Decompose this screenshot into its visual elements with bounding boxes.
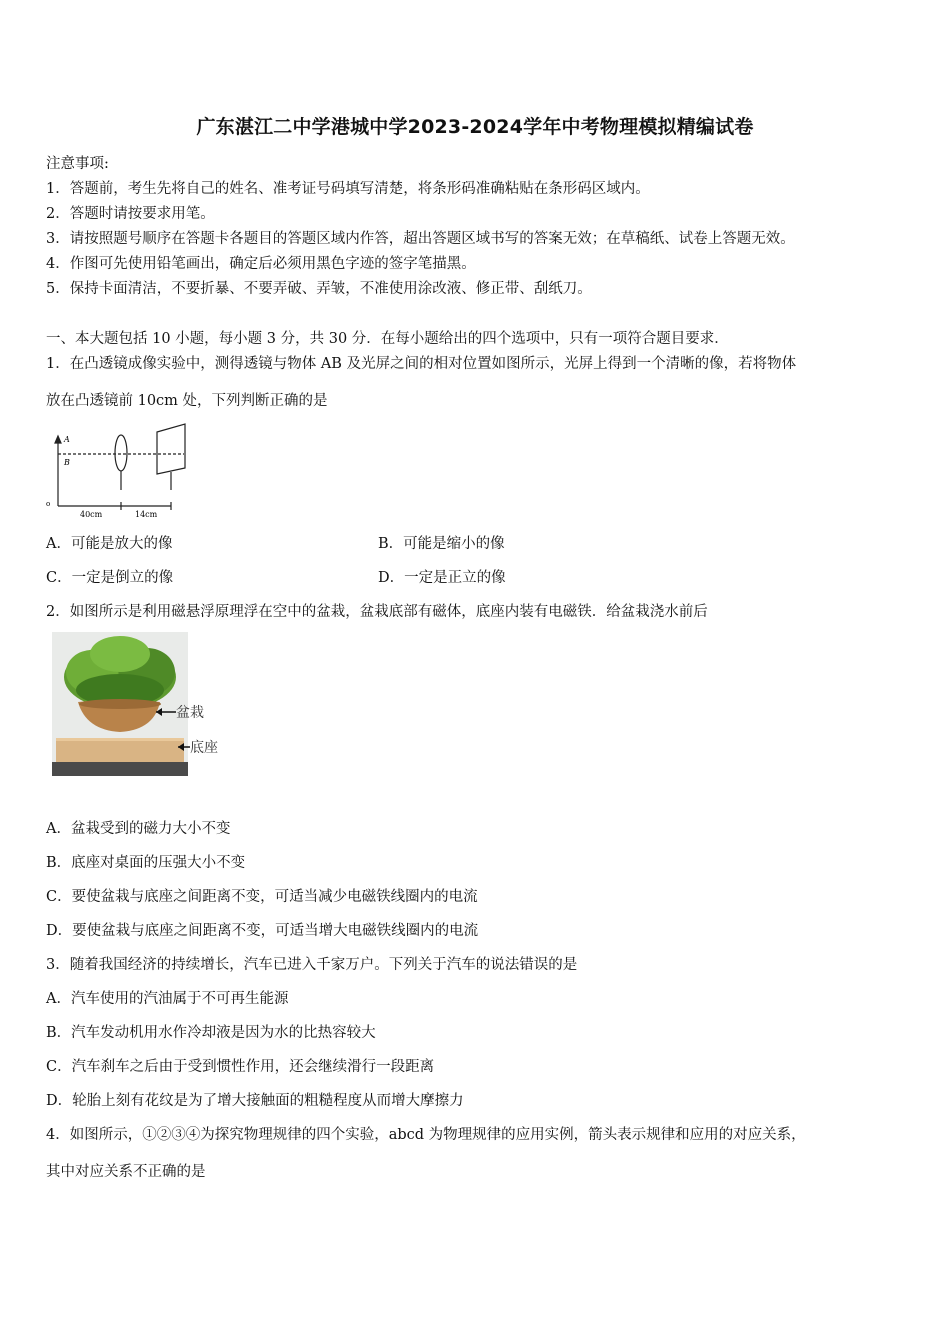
q3-option-b: B．汽车发动机用水作冷却液是因为水的比热容较大 <box>46 1025 376 1041</box>
q3-option-c: C．汽车刹车之后由于受到惯性作用，还会继续滑行一段距离 <box>46 1059 435 1075</box>
label-base: 底座 <box>190 740 218 756</box>
base-top-edge <box>56 738 184 741</box>
section-heading: 一、本大题包括 10 小题，每小题 3 分，共 30 分．在每小题给出的四个选项中，只有一项符合题目要求． <box>46 331 729 347</box>
label-o: o <box>46 500 51 508</box>
convex-lens <box>115 435 127 471</box>
q1-option-d: D．一定是正立的像 <box>378 570 506 586</box>
notice-item: 2．答题时请按要求用笔。 <box>46 206 215 222</box>
q1-option-a: A．可能是放大的像 <box>46 536 173 552</box>
q3-stem: 3．随着我国经济的持续增长，汽车已进入千家万户。下列关于汽车的说法错误的是 <box>46 957 578 973</box>
notice-item: 5．保持卡面清洁，不要折暴、不要弄破、弄皱，不准使用涂改液、修正带、刮纸刀。 <box>46 281 592 297</box>
q2-option-d: D．要使盆栽与底座之间距离不变，可适当增大电磁铁线圈内的电流 <box>46 923 479 939</box>
notice-item: 4．作图可先使用铅笔画出，确定后必须用黑色字迹的签字笔描黑。 <box>46 256 476 272</box>
light-screen <box>157 424 185 474</box>
q2-stem: 2．如图所示是利用磁悬浮原理浮在空中的盆栽，盆栽底部有磁体，底座内装有电磁铁．给盆栽浇水前后 <box>46 604 708 620</box>
maglev-plant-photo <box>52 632 242 778</box>
page-title: 广东湛江二中学港城中学2023-2024学年中考物理模拟精编试卷 <box>196 116 754 138</box>
q4-stem-line1: 4．如图所示，①②③④为探究物理规律的四个实验，abcd 为物理规律的应用实例，箭头表示规律和应用的对应关系， <box>46 1127 806 1143</box>
label-a: A <box>64 435 70 444</box>
q2-option-c: C．要使盆栽与底座之间距离不变，可适当减少电磁铁线圈内的电流 <box>46 889 478 905</box>
q1-stem-line2: 放在凸透镜前 10cm 处，下列判断正确的是 <box>46 393 328 409</box>
q2-option-b: B．底座对桌面的压强大小不变 <box>46 855 246 871</box>
pot-rim <box>79 699 161 709</box>
notice-item: 1．答题前，考生先将自己的姓名、准考证号码填写清楚，将条形码准确粘贴在条形码区域内。 <box>46 181 650 197</box>
q4-stem-line2: 其中对应关系不正确的是 <box>46 1164 206 1180</box>
q3-option-d: D．轮胎上刻有花纹是为了增大接触面的粗糙程度从而增大摩擦力 <box>46 1093 464 1109</box>
q1-option-c: C．一定是倒立的像 <box>46 570 174 586</box>
maglev-base <box>56 738 184 762</box>
label-pot: 盆栽 <box>176 705 204 721</box>
notice-heading: 注意事项: <box>46 156 109 172</box>
q3-option-a: A．汽车使用的汽油属于不可再生能源 <box>46 991 289 1007</box>
lens-diagram <box>44 420 194 520</box>
q2-option-a: A．盆栽受到的磁力大小不变 <box>46 821 231 837</box>
label-b: B <box>64 458 70 467</box>
object-arrow-head <box>55 436 61 443</box>
q1-option-b: B．可能是缩小的像 <box>378 536 505 552</box>
notice-item: 3．请按照题号顺序在答题卡各题目的答题区域内作答，超出答题区域书写的答案无效；在草稿纸、试卷上答题无效。 <box>46 231 795 247</box>
q1-stem-line1: 1．在凸透镜成像实验中，测得透镜与物体 AB 及光屏之间的相对位置如图所示，光屏上得到一个清晰的像，若将物体 <box>46 356 797 372</box>
table-surface <box>52 762 188 776</box>
distance-40cm: 40cm <box>80 510 103 519</box>
distance-14cm: 14cm <box>135 510 158 519</box>
